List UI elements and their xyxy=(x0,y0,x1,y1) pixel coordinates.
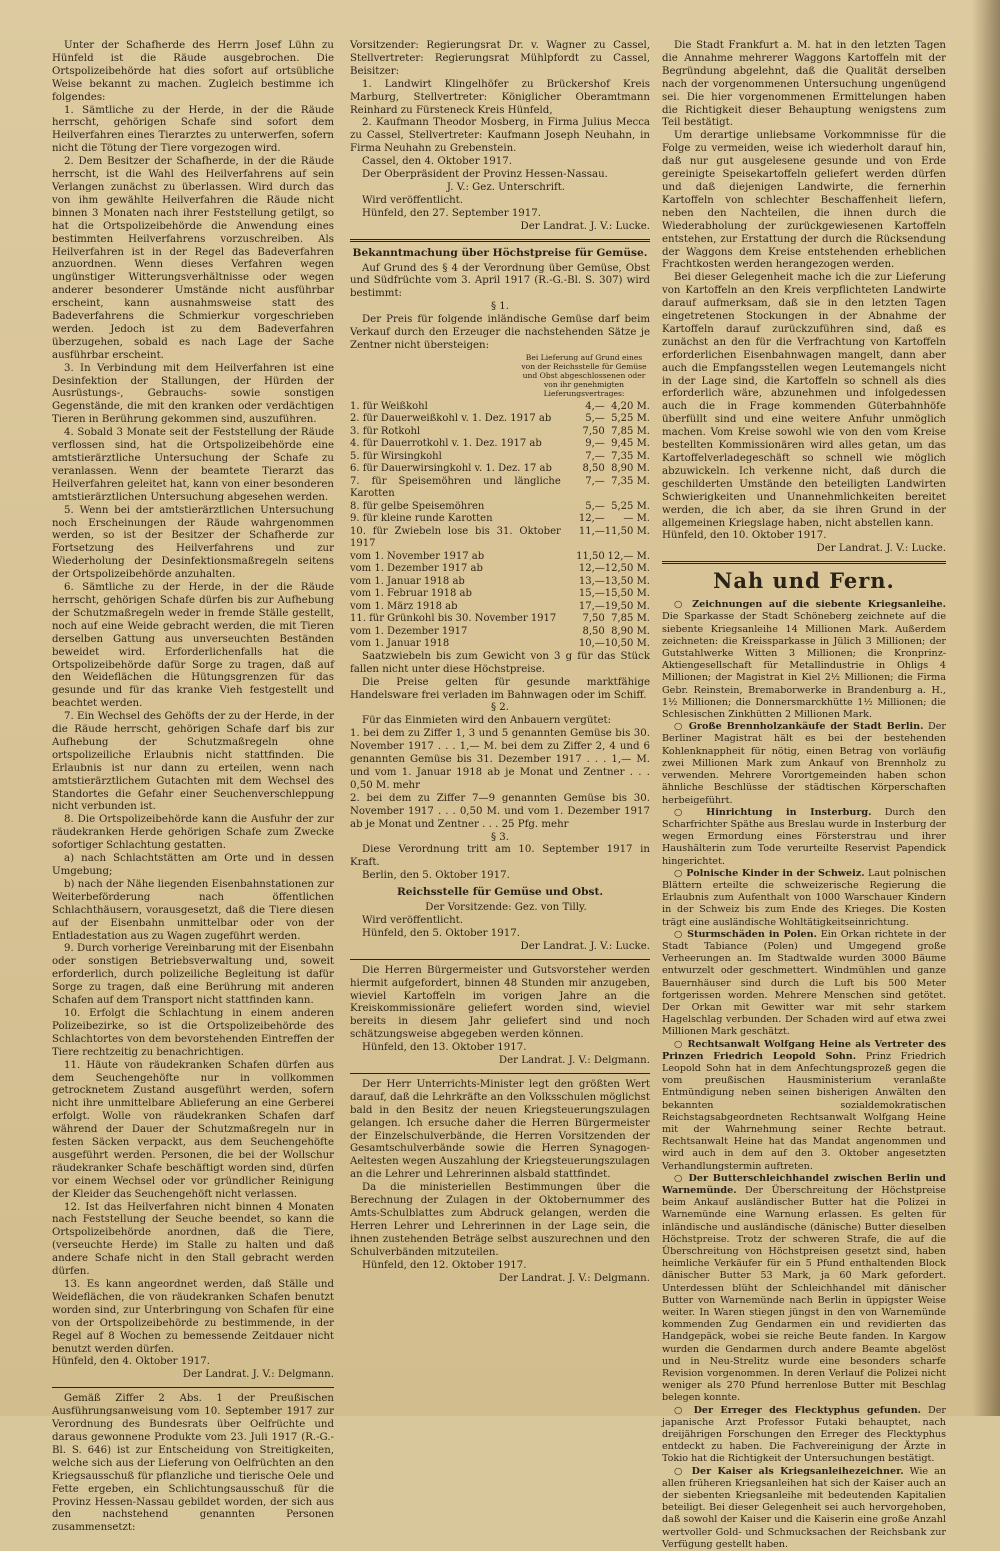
price-row xyxy=(350,476,650,501)
paragraph: Der Preis für folgende inländische Gemüse darf beim Verkauf durch den Erzeuger die nachstehenden Sätze je Zentner nicht übersteigen: xyxy=(350,314,650,351)
news-body: Durch den Scharfrichter Späthe aus Breslau wurde in Insterburg der wegen Ermordung eines Försterstrau und ihrer Haushälterin zum Tode verurteilte Reservist Papendick hingerichtet. xyxy=(662,806,946,867)
price-a: 13,— xyxy=(578,575,605,587)
paragraph: Auf Grund des § 4 der Verordnung über Gemüse, Obst und Südfrüchte vom 3. April 1917 (R.-G.-Bl. S. 307) wird bestimmt: xyxy=(350,262,650,300)
divider xyxy=(350,959,650,960)
paragraph: 2. bei dem zu Ziffer 7—9 genannten Gemüse bis 30. November 1917 . . . 0,50 M. und vom 1. Dezember 1917 ab je Monat und Zentner . . . 25 Pfg. mehr xyxy=(350,792,650,830)
price-b: 13,50 M. xyxy=(604,575,650,587)
price-a: 7,— xyxy=(585,475,605,487)
price-b: 15,50 M. xyxy=(604,588,650,600)
ordinance-paragraph: 5. Wenn bei der amtstierärztlichen Untersuchung noch Erscheinungen der Räude wahrgenommen werden, so ist der Besitzer der Schafherde zur Fortsetzung des Heilverfahrens und zur Wiederholung der Desinfektionsmaßregeln seitens der Ortspolizeibehörde anzuhalten. xyxy=(52,504,334,581)
signature: Der Landrat. J. V.: Lucke. xyxy=(816,543,946,555)
news-item xyxy=(662,1405,946,1466)
price-item: vom 1. Dezember 1917 xyxy=(350,625,468,637)
price-b: 8,90 M. xyxy=(611,625,650,637)
oelfruechte-notice: Gemäß Ziffer 2 Abs. 1 der Preußischen Ausführungsanweisung vom 10. September 1917 zur Verordnung des Bundesrats über Oelfrüchte und daraus gewonnene Produkte vom 23. Juli 1917 (R.-G.-Bl. S. 646) ist zur Entscheidung von Streitigkeiten, welche sich aus der Lieferung von Oelfrüchten an den Kriegsausschuß für pflanzliche und tierische Oele und Fette ergeben, ein Schlichtungsausschuß für die Provinz Hessen-Nassau gebildet worden, der sich aus den nachstehend genannten Personen zusammensetzt: xyxy=(52,1393,334,1534)
price-row xyxy=(350,638,650,651)
date-line: Hünfeld, den 27. September 1917. xyxy=(362,207,541,219)
signature: Der Landrat. J. V.: Delgmann. xyxy=(498,1055,650,1067)
price-a: 15,— xyxy=(578,588,605,600)
ordinance-paragraph: Unter der Schafherde des Herrn Josef Lühn zu Hünfeld ist die Räude ausgebrochen. Die Ortspolizeibehörde hat dies sofort auf ortsübliche Weise bekannt zu machen. Zugleich bestimme ich folgendes: xyxy=(52,40,334,103)
news-item xyxy=(662,1466,946,1551)
price-row xyxy=(350,563,650,576)
price-row xyxy=(350,513,650,526)
price-b: 5,25 M. xyxy=(611,413,650,425)
section-number: § 1. xyxy=(490,301,510,313)
price-a: 8,50 xyxy=(582,463,605,475)
price-b: 7,35 M. xyxy=(611,450,650,462)
price-b: 4,20 M. xyxy=(611,400,650,412)
price-item: 6. für Dauerwirsingkohl v. 1. Dez. 17 ab xyxy=(350,463,552,475)
price-b: 11,50 M. xyxy=(604,525,650,537)
paragraph: Da die ministeriellen Bestimmungen über die Berechnung der Zulagen in der Oktobernummer des Amts-Schulblattes zum Abdruck gelangen, werden die Herren Lehrer und Lehrerinnen in der Lage sein, die ihnen zustehenden Beträge selbst auszurechnen und den Schulverbänden mitzuteilen. xyxy=(350,1182,650,1258)
price-b: 7,85 M. xyxy=(611,425,650,437)
committee-item: 1. Landwirt Klingelhöfer zu Brückershof Kreis Marburg, Stellvertreter: Königlicher Oberamtmann Reinhard zu Fürsteneck Kreis Hünfeld, xyxy=(350,78,650,116)
price-item: vom 1. Januar 1918 xyxy=(350,638,450,650)
news-headline: ○ Hinrichtung in Insterburg. xyxy=(674,806,872,818)
ordinance-paragraph: 10. Erfolgt die Schlachtung in einem anderen Polizeibezirke, so ist die Ortspolizeibehörde des Schlachtortes von dem bevorstehenden Eintreffen der Tiere rechtzeitig zu benachrichtigen. xyxy=(52,1007,334,1058)
price-item: 4. für Dauerrotkohl v. 1. Dez. 1917 ab xyxy=(350,438,542,450)
news-body: Der Überschreitung der Höchstpreise beim Ankauf ausländischer Butter hat die Polizei in Warnemünde eine Warnung erlassen. Es gelten für inländische und ausländische (dänische) Butter dieselben Höchstpreise. Trotz der schweren Strafe, die auf die Überschreitung von Höchstpreisen gesetzt sind, haben heimliche Verkäufer für ein 5 Pfund enthaltenden Block dänischer Butter 53 Mark, ja 60 Mark gefordert. Unterdessen blüht der Schleichhandel mit dänischer Butter von Warnemünde nach Berlin in üppigster Weise weiter. In Waren stiegen jüngst in den von Warnemünde kommenden Zug Gendarmen ein und revidierten das Handgepäck, wobei sie reiche Beute fanden. In Kargow wurden die Gendarmen durch andere Beamte abgelöst und in Neu-Strelitz wurde eine besonders scharfe Revision vorgenommen. In deren Verlauf die Polizei nicht weniger als 270 Pfund herrenlose Butter mit Beschlag belegen konnte. xyxy=(662,1185,946,1404)
news-item xyxy=(662,721,946,806)
paragraph: Die Preise gelten für gesunde marktfähige Handelsware frei verladen im Bahnwagen oder im Schiff. xyxy=(350,676,650,701)
news-headline: ○ Große Brennholzankäufe der Stadt Berlin. xyxy=(674,721,924,733)
price-item: 9. für kleine runde Karotten xyxy=(350,513,493,525)
news-body: Die Sparkasse der Stadt Schöneberg zeichnete auf die siebente Kriegsanleihe 14 Millionen Mark. Außerdem zeichneten: die Kreissparkasse in Jülich 3 Millionen; der Gutstahlwerke Witten 3 Millionen; die Kronprinz-Aktiengesellschaft für Metallindustrie in Ohligs 4 Millionen; der Magistrat in Kiel 2½ Millionen; die Firma Gebr. Reinstein, Bremaborwerke in Brandenburg a. H., 1½ Millionen; die Donnersmarckhütte 1½ Millionen; die Schlesischen Zinkhütten 2 Millionen Mark. xyxy=(662,611,946,721)
price-table-header: Bei Lieferung auf Grund eines von der Reichsstelle für Gemüse und Obst abgeschlossenen oder von ihr genehmigten Lieferungsvertrages: xyxy=(521,352,647,398)
news-body: Ein Orkan richtete in der Stadt Tabiance (Polen) und Umgegend große Verheerungen an. Im Stadtwalde wurden 3000 Bäume entwurzelt oder geschmettert. Windmühlen und ganze Bauernhäuser sind durch die Luft bis 500 Meter fortgerissen worden. Mehrere Menschen sind getötet. Der Orkan mit Gewitter war mit sehr starkem Hagelschlag verbunden. Der Schaden wird auf etwa zwei Millionen Mark geschätzt. xyxy=(662,928,946,1038)
signature: Der Landrat. J. V.: Delgmann. xyxy=(182,1369,334,1381)
org-name: Reichsstelle für Gemüse und Obst. xyxy=(396,886,604,899)
section-number: § 3. xyxy=(490,831,510,843)
price-row xyxy=(350,626,650,639)
price-row xyxy=(350,588,650,601)
publication-note: Wird veröffentlicht. xyxy=(362,194,464,206)
price-item: 5. für Wirsingkohl xyxy=(350,450,442,462)
ordinance-paragraph: 11. Häute von räudekranken Schafen dürfen aus dem Seuchengehöfte nur in vollkommen getrocknetem Zustand ausgeführt werden, sofern nicht ihre unmittelbare Ablieferung an eine Gerberei erfolgt. Wolle von räudekranken Schafen darf während der Dauer der Schutzmaßregeln nur in festen Säcken verpackt, aus dem Seuchengehöfte ausgeführt werden. Personen, die bei der Wollschur räudekranker Schafe beschäftigt worden sind, dürfen vor einem Wechsel oder vor gründlicher Reinigung der Kleider das Seuchengehöft nicht verlassen. xyxy=(52,1059,334,1200)
price-a: 4,— xyxy=(585,400,605,412)
price-a: 9,— xyxy=(585,438,605,450)
price-row xyxy=(350,501,650,514)
committee-intro: Vorsitzender: Regierungsrat Dr. v. Wagner zu Cassel, Stellvertreter: Regierungsrat Mühlpfordt zu Cassel, Beisitzer: xyxy=(350,40,650,77)
price-row xyxy=(350,438,650,451)
price-row xyxy=(350,526,650,551)
date-line: Hünfeld, den 13. Oktober 1917. xyxy=(362,1042,527,1054)
price-item: vom 1. Februar 1918 ab xyxy=(350,588,472,600)
price-row xyxy=(350,463,650,476)
price-b: 7,85 M. xyxy=(611,613,650,625)
price-item: vom 1. März 1918 ab xyxy=(350,600,458,612)
news-headline: ○ Der Butterschleichhandel zwischen Berlin und Warnemünde. xyxy=(662,1172,946,1196)
column-middle xyxy=(350,40,650,1400)
section-title: Bekanntmachung über Höchstpreise für Gemüse. xyxy=(352,246,648,259)
price-b: 19,50 M. xyxy=(604,600,650,612)
news-item xyxy=(662,599,946,721)
price-row xyxy=(350,451,650,464)
signature: Der Vorsitzende: Gez. von Tilly. xyxy=(425,902,587,914)
column-left xyxy=(52,40,334,1534)
price-a: 12,— xyxy=(578,513,605,525)
ordinance-paragraph: a) nach Schlachtstätten am Orte und in dessen Umgebung; xyxy=(52,853,334,877)
ordinance-paragraph: 8. Die Ortspolizeibehörde kann die Ausfuhr der zur räudekranken Herde gehörigen Schafe zum Zwecke sofortiger Schlachtung gestatten. xyxy=(52,814,334,852)
paragraph: Die Herren Bürgermeister und Gutsvorsteher werden hiermit aufgefordert, binnen 48 Stunden mir anzugeben, wieviel Kartoffeln im vorigen Jahre an die Kreiskommissionäre geliefert worden sind, wieviel bereits in diesem Jahr geliefert sind und noch schätzungsweise abgegeben werden können. xyxy=(350,964,650,1041)
news-headline: ○ Zeichnungen auf die siebente Kriegsanleihe. xyxy=(674,599,946,611)
news-item xyxy=(662,868,946,929)
price-item: 10. für Zwiebeln lose bis 31. Oktober 1917 xyxy=(350,525,561,550)
date-line: Hünfeld, den 12. Oktober 1917. xyxy=(362,1259,527,1271)
ordinance-paragraph: 12. Ist das Heilverfahren nicht binnen 4 Monaten nach Feststellung der Seuche beendet, so kann die Ortspolizeibehörde anordnen, daß die Tiere, (verseuchte Herde) im Stalle zu halten und daß andere Schafe nicht in den Stall gebracht werden dürfen. xyxy=(52,1201,334,1278)
date-line: Hünfeld, den 4. Oktober 1917. xyxy=(52,1356,210,1368)
price-a: 8,50 xyxy=(582,625,605,637)
section-number: § 2. xyxy=(490,702,510,714)
divider xyxy=(662,561,946,564)
date-line: Cassel, den 4. Oktober 1917. xyxy=(362,156,512,168)
price-item: 11. für Grünkohl bis 30. November 1917 xyxy=(350,613,557,625)
paragraph: Um derartige unliebsame Vorkommnisse für die Folge zu vermeiden, weise ich wiederholt darauf hin, daß nur gut ausgelesene gesunde und von Erde gereinigte Speisekartoffeln geliefert werden dürfen und daß diejenigen Landwirte, die fernerhin Kartoffeln von schlechter Beschaffenheit liefern, neben den Nachteilen, die ihnen durch die Wiederabholung der zurückgewiesenen Kartoffeln entstehen, zur Erstattung der durch die Rücksendung der Waggons dem Kreise entstehenden erheblichen Frachtkosten werden herangezogen werden. xyxy=(662,130,946,271)
ordinance-paragraph: 7. Ein Wechsel des Gehöfts der zu der Herde, in der die Räude herrscht, gehörigen Schafe darf bis zur Aufhebung der Schutzmaßregeln ohne ortspolizeiliche Erlaubnis nicht stattfinden. Die Erlaubnis ist nur dann zu erteilen, wenn nach amtstierärztlichem Gutachten mit dem Wechsel des Standortes die Gefahr einer Seuchenverschleppung nicht verbunden ist. xyxy=(52,711,334,813)
news-headline: ○ Der Erreger des Flecktyphus gefunden. xyxy=(674,1404,922,1416)
price-a: 7,50 xyxy=(582,425,605,437)
price-a: 17,— xyxy=(578,600,605,612)
news-item xyxy=(662,807,946,868)
divider xyxy=(350,1073,650,1074)
price-item: 7. für Speisemöhren und längliche Karotten xyxy=(350,475,561,500)
news-headline: ○ Sturmschäden in Polen. xyxy=(674,928,817,940)
column-right xyxy=(662,40,946,1550)
divider xyxy=(350,239,650,242)
news-item xyxy=(662,1173,946,1405)
date-line: Hünfeld, den 5. Oktober 1917. xyxy=(362,927,520,939)
ordinance-paragraph: b) nach der Nähe liegenden Eisenbahnstationen zur Weiterbeförderung nach öffentlichen Schlachthäusern, vorausgesetzt, daß die Tiere diesen auf der Eisenbahn unmittelbar oder von der Entladestation aus zu Wagen zugeführt werden. xyxy=(52,878,334,942)
date-line: Hünfeld, den 10. Oktober 1917. xyxy=(662,530,827,542)
price-row xyxy=(350,613,650,626)
paragraph: Die Stadt Frankfurt a. M. hat in den letzten Tagen die Annahme mehrerer Waggons Kartoffeln mit der Begründung abgelehnt, daß die Qualität derselben nach der vorgenommenen Untersuchung ungenügend sei. Die hier vorgenommenen Ermittelungen haben die Richtigkeit dieser Behauptung wenigstens zum Teil bestätigt. xyxy=(662,40,946,129)
paragraph: Für das Einmieten wird den Anbauern vergütet: xyxy=(362,715,612,727)
news-headline: ○ Polnische Kinder in der Schweiz. xyxy=(674,867,865,879)
paragraph: Saatzwiebeln bis zum Gewicht von 3 g für das Stück fallen nicht unter diese Höchstpreise. xyxy=(350,650,650,675)
price-a: 10,— xyxy=(578,638,605,650)
news-item xyxy=(662,929,946,1039)
price-a: 5,— xyxy=(585,413,605,425)
price-b: 10,50 M. xyxy=(604,638,650,650)
signature: Der Oberpräsident der Provinz Hessen-Nassau. xyxy=(362,169,608,181)
price-table xyxy=(350,401,650,651)
ordinance-paragraph: 4. Sobald 3 Monate seit der Feststellung der Räude verflossen sind, hat die Ortspolizeibehörde eine amtstierärztliche Untersuchung der Schafe zu veranlassen. Wenn der beamtete Tierarzt das Heilverfahren geleitet hat, kann von einer besonderen amtstierärztlichen Untersuchung abgesehen werden. xyxy=(52,427,334,503)
ordinance-paragraph: 6. Sämtliche zu der Herde, in der die Räude herrscht, gehörigen Schafe dürfen bis zur Aufhebung der Schutzmaßregeln weder in fremde Ställe gestellt, noch auf eine Weide gebracht werden, die mit Tieren derselben Gattung aus unverseuchten Beständen beweidet wird. Erforderlichenfalls hat die Ortspolizeibehörde dafür Sorge zu tragen, daß auf den Weideflächen die Hütungsgrenzen für das gesunde und für das kranke Vieh festgestellt und beachtet werden. xyxy=(52,582,334,710)
divider xyxy=(52,1387,334,1388)
nah-und-fern-masthead: Nah und Fern. xyxy=(713,568,895,594)
news-body: Der japanische Arzt Professor Futaki behauptet, nach dreijährigen Forschungen den Erreger des Flecktyphus entdeckt zu haben. Die Fachvereinigung der Ärzte in Tokio hat die Richtigkeit der Untersuchungen bestätigt. xyxy=(662,1404,946,1465)
signature: J. V.: Gez. Unterschrift. xyxy=(446,181,566,193)
price-row xyxy=(350,601,650,614)
news-headline: ○ Rechtsanwalt Wolfgang Heine als Vertreter des Prinzen Friedrich Leopold Sohn. xyxy=(662,1038,946,1062)
paragraph: 1. bei dem zu Ziffer 1, 3 und 5 genannten Gemüse bis 30. November 1917 . . . 1,— M. bei dem zu Ziffer 2, 4 und 6 genannten Gemüse bis 31. Dezember 1917 . . . 1,— M. und vom 1. Januar 1918 ab je Monat und Zentner . . . 0,50 M. mehr xyxy=(350,728,650,791)
price-a: 7,50 xyxy=(582,613,605,625)
paragraph: Der Herr Unterrichts-Minister legt den größten Wert darauf, daß die Lehrkräfte an den Volksschulen möglichst bald in den Besitz der neuen Kriegsteuerungszulagen gelangen. Ich ersuche daher die Herren Bürgermeister der Einzelschulverbände, die Herren Vorsitzenden der Gesamtschulverbände sowie die Herren Synagogen-Aeltesten wegen Auszahlung der Kriegsteuerungszulagen an die Lehrer und Lehrerinnen alsbald stattfindet. xyxy=(350,1078,650,1181)
ordinance-paragraph: 9. Durch vorherige Vereinbarung mit der Eisenbahn oder sonstigen Betriebsverwaltung und, soweit erforderlich, durch polizeiliche Begleitung ist dafür Sorge zu tragen, daß eine Berührung mit anderen Schafen auf dem Transport nicht stattfinden kann. xyxy=(52,943,334,1007)
price-row xyxy=(350,413,650,426)
price-b: 12,— M. xyxy=(607,550,650,562)
paragraph: Diese Verordnung tritt am 10. September 1917 in Kraft. xyxy=(350,844,650,869)
price-item: 8. für gelbe Speisemöhren xyxy=(350,500,485,512)
price-item: vom 1. Dezember 1917 ab xyxy=(350,563,483,575)
ordinance-paragraph: 1. Sämtliche zu der Herde, in der die Räude herrscht, gehörigen Schafe sind sofort dem Heilverfahren eines Tierarztes zu unterwerfen, sofern nicht die Tötung der Tiere vorgezogen wird. xyxy=(52,104,334,155)
price-a: 7,— xyxy=(585,450,605,462)
price-b: 8,90 M. xyxy=(611,463,650,475)
news-list xyxy=(662,599,946,1551)
price-row xyxy=(350,426,650,439)
price-b: 5,25 M. xyxy=(611,500,650,512)
publication-note: Wird veröffentlicht. xyxy=(362,914,464,926)
price-b: 7,35 M. xyxy=(611,475,650,487)
news-headline: ○ Der Kaiser als Kriegsanleihezeichner. xyxy=(674,1465,904,1477)
price-a: 5,— xyxy=(585,500,605,512)
price-b: 12,50 M. xyxy=(604,563,650,575)
paragraph: Bei dieser Gelegenheit mache ich die zur Lieferung von Kartoffeln an den Kreis verpflichteten Landwirte darauf aufmerksam, daß sie in den letzten Tagen eingetretenen Stockungen in der Abnahme der Kartoffeln darauf zurückzuführen sind, daß es zunächst an den für die Verfrachtung von Kartoffeln erforderlichen Eisenbahnwagen mangelt, dann aber auch die Empfangsstellen wegen Leutemangels nicht in der Lage sind, die Kartoffeln so schnell als dies erforderlich wäre, abzunehmen und infolgedessen auch die in Frage kommenden Güterbahnhöfe überfüllt sind und eine weitere Anfuhr unmöglich machen. Vom Kreise sowohl wie von den vom Kreise bestellten Kommissionären wird alles getan, um das Kartoffelverladegeschäft so schnell wie möglich abzuwickeln. Ich verkenne nicht, daß durch die geschilderten Umstände den beteiligten Landwirten Schwierigkeiten und Unannehmlichkeiten bereitet werden, die ich aber, da sie ihren Grund in der allgemeinen Kriegslage haben, nicht abstellen kann. xyxy=(662,272,946,529)
signature: Der Landrat. J. V.: Lucke. xyxy=(520,220,650,232)
news-body: Der Berliner Magistrat hält es bei der bestehenden Kohlenknappheit für nötig, einen Betrag von vorläufig zwei Millionen Mark zum Ankauf von Brennholz zu verwenden. Mehrere Vorortgemeinden haben schon ähnliche Beschlüsse der städtischen Körperschaften herbeigeführt. xyxy=(662,721,946,806)
raeude-ordinance xyxy=(52,40,334,1356)
ordinance-paragraph: 3. In Verbindung mit dem Heilverfahren ist eine Desinfektion der Stallungen, der Hürden der Ausrüstungs-, Gebrauchs- sowie sonstigen Gegenstände, die mit den kranken oder verdächtigen Tieren in Berührung gekommen sind, auszuführen. xyxy=(52,362,334,426)
price-row xyxy=(350,576,650,589)
signature: Der Landrat. J. V.: Lucke. xyxy=(520,940,650,952)
news-body: Laut polnischen Blättern erteilte die schweizerische Regierung die Erlaubnis zum Aufenthalt von 1000 Warschauer Kindern in der Schweiz bis zum Ende des Krieges. Die Kosten trägt eine ausländische Wohltätigkeitseinrichtung. xyxy=(662,867,946,928)
price-item: vom 1. November 1917 ab xyxy=(350,550,485,562)
news-item xyxy=(662,1039,946,1173)
price-a: 11,50 xyxy=(576,550,605,562)
price-item: 3. für Rotkohl xyxy=(350,425,421,437)
price-a: 12,— xyxy=(578,563,605,575)
price-item: 2. für Dauerweißkohl v. 1. Dez. 1917 ab xyxy=(350,413,552,425)
price-b: 9,45 M. xyxy=(611,438,650,450)
news-body: Wie an allen früheren Kriegsanleihen hat sich der Kaiser auch an der siebenten Kriegsanleihe mit bedeutenden Kapitalien beteiligt. Bei dieser Gelegenheit sei auch hervorgehoben, daß sowohl der Kaiser und die Kaiserin eine große Anzahl wertvoller Gold- und Schmucksachen der Reichsbank zur Verfügung gestellt haben. xyxy=(662,1465,946,1550)
price-b: — M. xyxy=(623,513,650,525)
price-item: 1. für Weißkohl xyxy=(350,400,428,412)
price-item: vom 1. Januar 1918 ab xyxy=(350,575,465,587)
signature: Der Landrat. J. V.: Delgmann. xyxy=(498,1272,650,1284)
committee-item: 2. Kaufmann Theodor Mosberg, in Firma Julius Mecca zu Cassel, Stellvertreter: Kaufmann Joseph Neuhahn, in Firma Neuhahn zu Grebenstein. xyxy=(350,117,650,155)
price-row xyxy=(350,551,650,564)
news-body: Prinz Friedrich Leopold Sohn hat in dem Anfechtungsprozeß gegen die vom preußischen Hausministerium veranlaßte Entmündigung neben seinen bisherigen Anwälten den bekannten sozialdemokratischen Reichstagsabgeordneten Rechtsanwalt Wolfgang Heine mit der Wahrnehmung seiner Rechte betraut. Rechtsanwalt Heine hat das Mandat angenommen und wird auch in dem auf den 3. Oktober angesetzten Verhandlungstermin auftreten. xyxy=(662,1050,946,1172)
ordinance-paragraph: 13. Es kann angeordnet werden, daß Ställe und Weideflächen, die von räudekranken Schafen benutzt worden sind, zur Unterbringung von Schafen für eine von der Ortspolizeibehörde zu bestimmende, in der Regel auf 8 Wochen zu bemessende Zeitdauer nicht benutzt werden dürfen. xyxy=(52,1279,334,1355)
price-row xyxy=(350,401,650,414)
price-a: 11,— xyxy=(578,525,605,537)
date-line: Berlin, den 5. Oktober 1917. xyxy=(362,870,510,882)
ordinance-paragraph: 2. Dem Besitzer der Schafherde, in der die Räude herrscht, ist die Wahl des Heilverfahrens auf sein Verlangen zunächst zu überlassen. Wird durch das von ihm gewählte Heilverfahren die Räude nicht binnen 3 Monaten nach ihrer Feststellung getilgt, so hat die Ortspolizeibehörde die Anwendung eines bestimmten Heilverfahrens vorzuschreiben. Als Heilverfahren ist in der Regel das Badeverfahren anzuordnen. Wenn dieses Verfahren wegen ungünstiger Witterungsverhältnisse oder wegen anderer besonderer Umstände nicht ausführbar erscheint, kann ausnahmsweise statt des Badeverfahrens die Schmierkur vorgeschrieben werden. Jedoch ist zu dem Badeverfahren überzugehen, sobald es nach Lage der Sache ausführbar erscheint. xyxy=(52,156,334,361)
